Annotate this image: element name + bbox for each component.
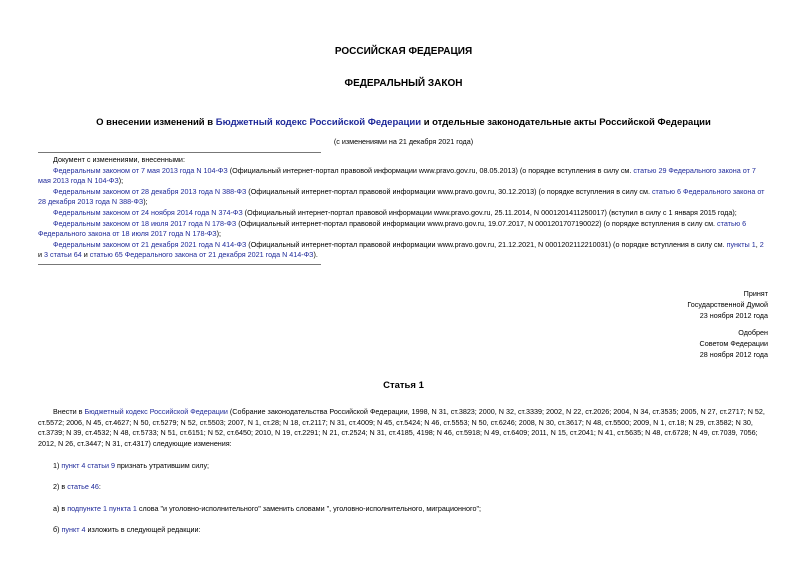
item-link[interactable]: статье 46	[67, 482, 99, 491]
amendment-text: (Официальный интернет-портал правовой информации www.pravo.gov.ru, 08.05.2013) (о порядке вступления в силу см.	[227, 166, 634, 175]
item-prefix: 2) в	[53, 482, 68, 491]
amendment-text: );	[216, 229, 222, 238]
item-prefix: а) в	[53, 504, 68, 513]
item-text: признать утратившим силу;	[115, 461, 210, 470]
amendment-line	[38, 176, 123, 186]
title-suffix: и отдельные законодательные акты Российской Федерации	[421, 117, 711, 128]
bottom-divider	[38, 264, 321, 265]
amendment-article-link[interactable]: 2	[759, 240, 764, 249]
document-title	[0, 117, 807, 128]
amendment-article-link[interactable]: статью 65 Федерального закона от 21 декабря 2021 года N 414-ФЗ	[89, 250, 314, 259]
amendment-line	[38, 250, 318, 260]
adoption-line: Государственной Думой	[687, 300, 768, 309]
article-heading: Статья 1	[383, 380, 424, 391]
item-prefix: б)	[53, 525, 62, 534]
amendment-line	[38, 197, 148, 207]
intro-text: (Собрание законодательства Российской Федерации, 1998, N 31, ст.3823; 2000, N 32, ст.3339; 2002, N 22, ст.2026; 2004, N 34, ст.3535; 2005, N 27, ст.2717; N 52, ст.5572; 2006, N 45, ст.4627; N 50, ст.5279; N 52, ст.5503; 2007, N 1, ст.28; N 18, ст.2117; N 31, ст.4009; N 45, ст.5424; N 46, ст.5553; N 50, ст.6246; 2008, N 30, ст.3617; N 48, ст.5500; 2009, N 1, ст.18; N 29, ст.3582; N 30, ст.3739; N 39, ст.4532; N 48, ст.5733; N 51, ст.6151; N 52, ст.6450; 2010, N 19, ст.2291; N 21, ст.2524; N 31, ст.4185, 4198; N 46, ст.5918; N 49, ст.6409; 2011, N 15, ст.2041; N 41, ст.5635; N 48, ст.6728; N 49, ст.7039, 7056; 2012, N 26, ст.3447; N 31, ст.4317) следующие изменения:	[38, 407, 765, 448]
amendment-line	[53, 240, 764, 250]
item-link[interactable]: подпункте 1 пункта 1	[67, 504, 137, 513]
budget-code-link[interactable]: Бюджетный кодекс Российской Федерации	[84, 407, 228, 416]
item-text: изложить в следующей редакции:	[85, 525, 201, 534]
adoption-line: Принят	[743, 289, 768, 298]
item-text: :	[98, 482, 101, 491]
item-1	[53, 461, 209, 471]
amendment-article-link[interactable]: 3 статьи 64	[44, 250, 82, 259]
top-divider	[38, 152, 321, 153]
amendment-text: (Официальный интернет-портал правовой информации www.pravo.gov.ru, 21.12.2021, N 0001202112210031) (о порядке вступления в силу см.	[246, 240, 727, 249]
amendment-line	[53, 219, 746, 229]
subitem-b	[53, 525, 201, 535]
amendment-line	[53, 166, 756, 176]
adoption-line: Одобрен	[738, 328, 768, 337]
amendment-text: и	[81, 250, 90, 259]
adoption-council	[700, 327, 768, 360]
subitem-a	[53, 504, 481, 514]
adoption-duma	[687, 288, 768, 321]
item-link[interactable]: пункт 4	[61, 525, 86, 534]
item-link[interactable]: пункт 4 статьи 9	[61, 461, 116, 470]
adoption-line: 23 ноября 2012 года	[699, 311, 768, 320]
amendment-link[interactable]: Федеральным законом от 24 ноября 2014 года N 374-ФЗ	[53, 208, 243, 217]
amendment-link[interactable]: Федеральным законом от 21 декабря 2021 года N 414-ФЗ	[53, 240, 247, 249]
country-heading: РОССИЙСКАЯ ФЕДЕРАЦИЯ	[334, 46, 473, 57]
amendment-text: );	[143, 197, 148, 206]
amendment-text: ).	[313, 250, 318, 259]
budget-code-link[interactable]: Бюджетный кодекс Российской Федерации	[215, 117, 422, 128]
title-prefix: О внесении изменений в	[96, 117, 216, 128]
amendment-article-link[interactable]: Федерального закона от 18 июля 2017 года N 178-ФЗ	[38, 229, 217, 238]
adoption-line: 28 ноября 2012 года	[699, 350, 768, 359]
amendment-text: (Официальный интернет-портал правовой информации www.pravo.gov.ru, 30.12.2013) (о порядке вступления в силу см.	[246, 187, 652, 196]
amendment-article-link[interactable]: пункты 1	[726, 240, 756, 249]
amendment-text: );	[118, 176, 124, 185]
amendment-text: и	[38, 250, 45, 259]
intro-prefix: Внести в	[53, 407, 85, 416]
item-prefix: 1)	[53, 461, 62, 470]
article-intro	[38, 407, 776, 449]
amendment-line	[53, 208, 737, 218]
item-2	[53, 482, 101, 492]
amendment-line	[38, 229, 221, 239]
item-text: слова "и уголовно-исполнительного" заменить словами ", уголовно-исполнительного, миграционного";	[136, 504, 482, 513]
edition-note: (с изменениями на 21 декабря 2021 года)	[333, 137, 474, 146]
amendment-article-link[interactable]: 28 декабря 2013 года N 388-ФЗ	[38, 197, 144, 206]
amendment-link[interactable]: Федеральным законом от 7 мая 2013 года N 104-ФЗ	[53, 166, 228, 175]
amendments-intro: Документ с изменениями, внесенными:	[53, 155, 185, 164]
amendment-article-link[interactable]: статью 6	[717, 219, 747, 228]
adoption-line: Советом Федерации	[699, 339, 768, 348]
law-type-heading: ФЕДЕРАЛЬНЫЙ ЗАКОН	[344, 78, 463, 89]
amendment-line	[53, 187, 764, 197]
amendment-text: ,	[755, 240, 760, 249]
amendment-text: (Официальный интернет-портал правовой информации www.pravo.gov.ru, 25.11.2014, N 0001201411250017) (вступил в силу с 1 января 2015 года);	[242, 208, 737, 217]
amendment-text: (Официальный интернет-портал правовой информации www.pravo.gov.ru, 19.07.2017, N 0001201707190022) (о порядке вступления в силу см.	[236, 219, 718, 228]
amendment-article-link[interactable]: статью 29 Федерального закона от 7	[633, 166, 756, 175]
amendment-article-link[interactable]: мая 2013 года N 104-ФЗ	[38, 176, 119, 185]
amendment-link[interactable]: Федеральным законом от 18 июля 2017 года N 178-ФЗ	[53, 219, 237, 228]
amendment-link[interactable]: Федеральным законом от 28 декабря 2013 года N 388-ФЗ	[53, 187, 247, 196]
amendment-article-link[interactable]: статью 6 Федерального закона от	[651, 187, 765, 196]
